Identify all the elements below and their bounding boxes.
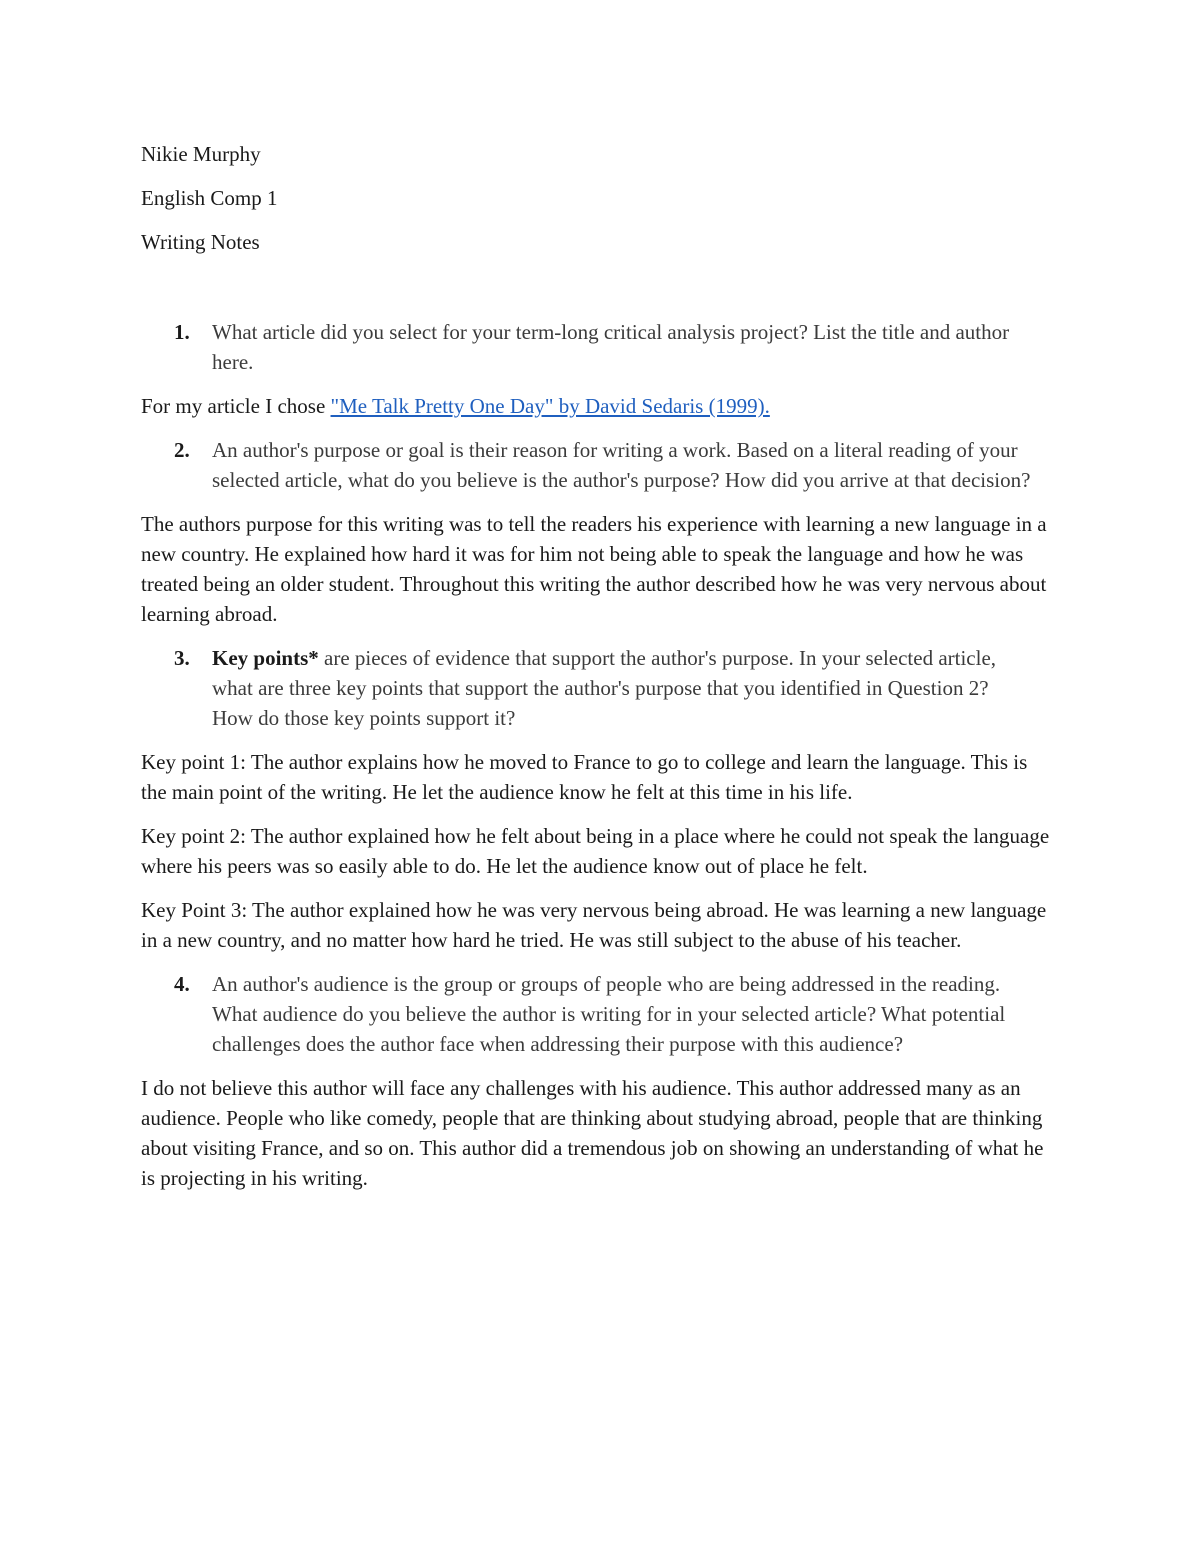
- question-2: [141, 435, 1051, 495]
- question-2-text: An author's purpose or goal is their reason for writing a work. Based on a literal reading of your selected article, what do you believe is the author's purpose? How did you arrive at that decision?: [212, 438, 1031, 492]
- question-3-text: [212, 643, 1051, 733]
- question-1-text: What article did you select for your term-long critical analysis project? List the title and author here.: [212, 320, 1010, 374]
- course-name: English Comp 1: [141, 186, 278, 210]
- key-point-3: Key Point 3: The author explained how he was very nervous being abroad. He was learning a new language in a new country, and no matter how hard he tried. He was still subject to the abuse of his teacher.: [141, 898, 1047, 952]
- student-name: Nikie Murphy: [141, 142, 261, 166]
- question-1: [141, 317, 1051, 377]
- answer-1: [141, 391, 1051, 421]
- key-point-2: Key point 2: The author explained how he felt about being in a place where he could not speak the language where his peers was so easily able to do. He let the audience know out of place he felt.: [141, 824, 1050, 878]
- key-points-term: Key points*: [212, 646, 319, 670]
- article-link[interactable]: "Me Talk Pretty One Day" by David Sedaris (1999).: [330, 394, 770, 418]
- question-4-text: An author's audience is the group or groups of people who are being addressed in the reading. What audience do you believe the author is writing for in your selected article? What potential challenges does the author face when addressing their purpose with this audience?: [212, 972, 1006, 1056]
- question-3-number: 3.: [174, 646, 190, 670]
- question-1-number: 1.: [174, 320, 190, 344]
- answer-4: I do not believe this author will face any challenges with his audience. This author addressed many as an audience. People who like comedy, people that are thinking about studying abroad, people that are thinking about visiting France, and so on. This author did a tremendous job on showing an understanding of what he is projecting in his writing.: [141, 1076, 1044, 1190]
- question-3: [141, 643, 1051, 733]
- key-point-1: Key point 1: The author explains how he moved to France to go to college and learn the language. This is the main point of the writing. He let the audience know he felt at this time in his life.: [141, 750, 1028, 804]
- answer-2: The authors purpose for this writing was to tell the readers his experience with learning a new language in a new country. He explained how hard it was for him not being able to speak the language and how he was treated being an older student. Throughout this writing the author described how he was very nervous about learning abroad.: [141, 512, 1047, 626]
- question-4: [141, 969, 1051, 1059]
- header-spacer: [141, 271, 1051, 317]
- answer-1-prefix: For my article I chose: [141, 394, 331, 418]
- question-4-number: 4.: [174, 972, 190, 996]
- document-title: Writing Notes: [141, 230, 260, 254]
- question-3-body: are pieces of evidence that support the author's purpose. In your selected article, what are three key points that support the author's purpose that you identified in Question 2? How do those key points support it?: [212, 646, 997, 730]
- document-body: [141, 139, 1051, 1207]
- question-2-number: 2.: [174, 438, 190, 462]
